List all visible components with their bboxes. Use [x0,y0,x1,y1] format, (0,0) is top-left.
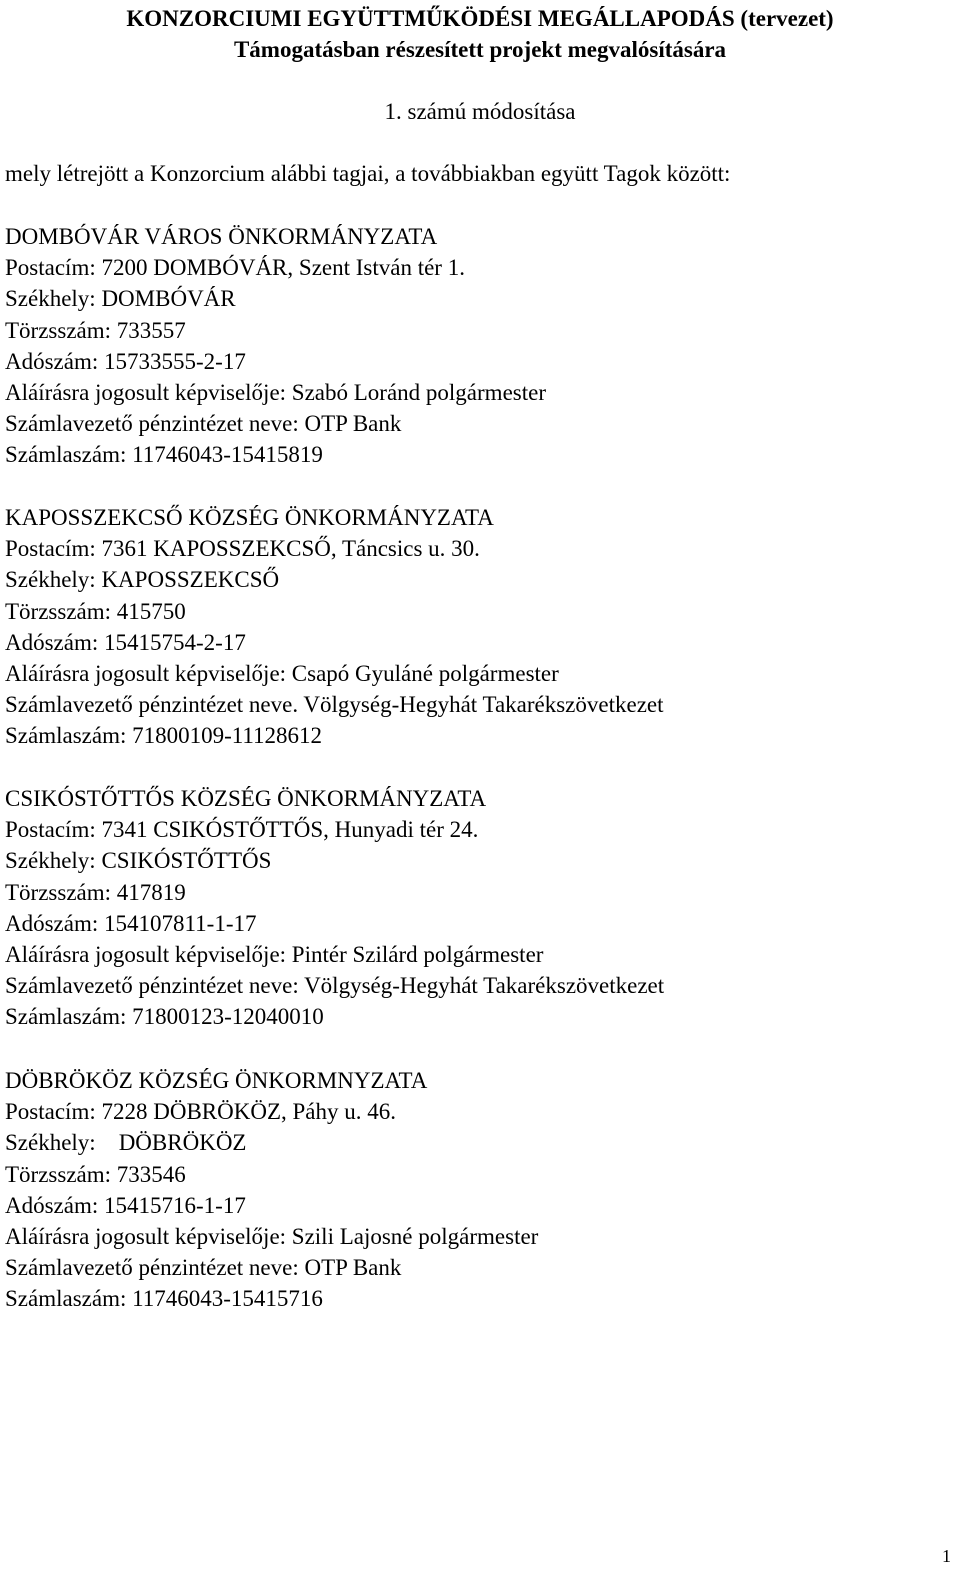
member-signatory: Aláírásra jogosult képviselője: Szili Lajosné polgármester [5,1223,539,1249]
member-tax-number: Adószám: 15415716-1-17 [5,1192,246,1218]
member-postal-address: Postacím: 7200 DOMBÓVÁR, Szent István tér 1. [5,255,465,281]
member-seat: Székhely: CSIKÓSTŐTTŐS [5,848,272,874]
member-account-number: Számlaszám: 11746043-15415819 [5,442,323,468]
member-name: CSIKÓSTŐTTŐS KÖZSÉG ÖNKORMÁNYZATA [5,786,487,811]
member-seat: Székhely: DOMBÓVÁR [5,286,236,312]
member-bank: Számlavezető pénzintézet neve. Völgység-Hegyhát Takarékszövetkezet [5,692,664,718]
member-account-number: Számlaszám: 71800109-11128612 [5,723,323,749]
member-registration-number: Törzsszám: 733546 [5,1161,186,1187]
member-registration-number: Törzsszám: 415750 [5,598,186,624]
member-account-number: Számlaszám: 71800123-12040010 [5,1004,324,1030]
member-name: DOMBÓVÁR VÁROS ÖNKORMÁNYZATA [5,224,438,249]
member-seat: Székhely: DÖBRÖKÖZ [5,1130,247,1156]
member-block-csikostottos [5,784,664,1034]
member-registration-number: Törzsszám: 733557 [5,317,186,343]
member-bank: Számlavezető pénzintézet neve: OTP Bank [5,411,402,437]
member-tax-number: Adószám: 15733555-2-17 [5,348,246,374]
member-account-number: Számlaszám: 11746043-15415716 [5,1286,323,1312]
member-name: DÖBRÖKÖZ KÖZSÉG ÖNKORMNYZATA [5,1068,428,1093]
member-registration-number: Törzsszám: 417819 [5,879,186,905]
member-postal-address: Postacím: 7228 DÖBRÖKÖZ, Páhy u. 46. [5,1099,396,1125]
member-block-dobrokoz [5,1066,538,1316]
member-tax-number: Adószám: 154107811-1-17 [5,910,257,936]
member-block-kaposszekcso [5,503,664,753]
member-bank: Számlavezető pénzintézet neve: Völgység-Hegyhát Takarékszövetkezet [5,973,665,999]
member-bank: Számlavezető pénzintézet neve: OTP Bank [5,1255,402,1281]
member-block-dombovar [5,222,546,472]
member-signatory: Aláírásra jogosult képviselője: Csapó Gyuláné polgármester [5,660,559,686]
member-name: KAPOSSZEKCSŐ KÖZSÉG ÖNKORMÁNYZATA [5,505,494,530]
intro-paragraph: mely létrejött a Konzorcium alábbi tagjai, a továbbiakban együtt Tagok között: [5,161,731,186]
member-signatory: Aláírásra jogosult képviselője: Pintér Szilárd polgármester [5,941,544,967]
member-postal-address: Postacím: 7361 KAPOSSZEKCSŐ, Táncsics u. 30. [5,536,480,562]
member-tax-number: Adószám: 15415754-2-17 [5,629,246,655]
member-postal-address: Postacím: 7341 CSIKÓSTŐTTŐS, Hunyadi tér 24. [5,817,479,843]
page-number: 1 [942,1546,951,1566]
member-signatory: Aláírásra jogosult képviselője: Szabó Loránd polgármester [5,379,546,405]
amendment-number: 1. számú módosítása [384,99,576,124]
document-title: KONZORCIUMI EGYÜTTMŰKÖDÉSI MEGÁLLAPODÁS (tervezet) [126,6,834,31]
member-seat: Székhely: KAPOSSZEKCSŐ [5,567,280,593]
document-subtitle: Támogatásban részesített projekt megvalósítására [233,37,727,62]
